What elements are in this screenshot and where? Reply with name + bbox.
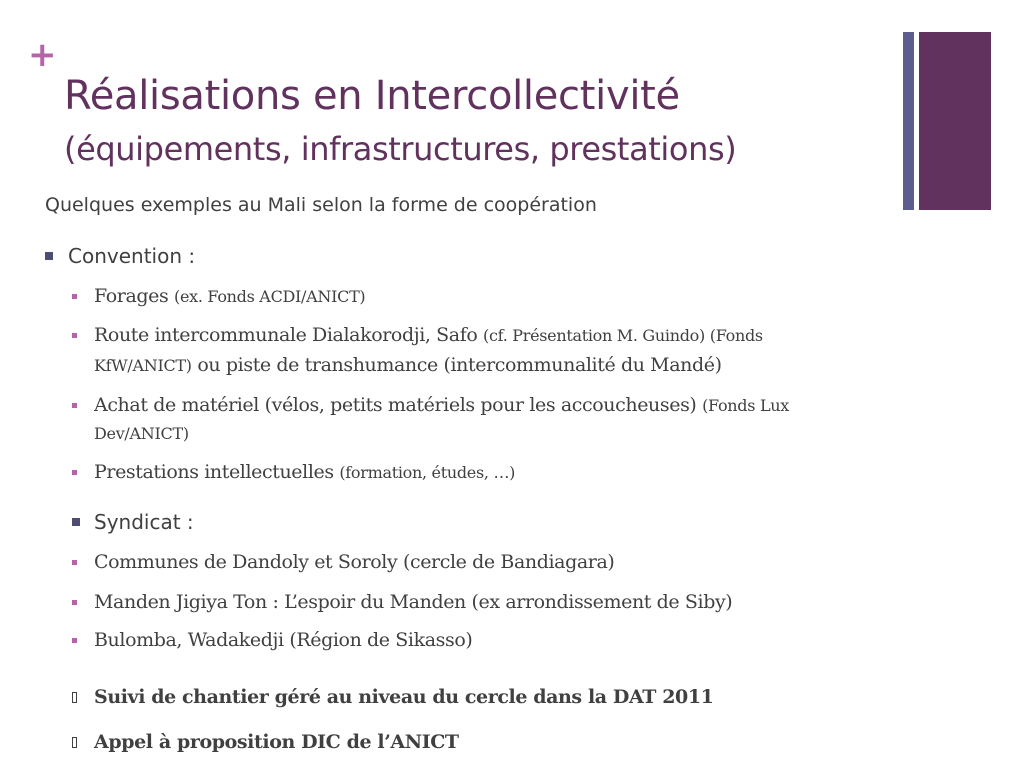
list-item-route: Route intercommunale Dialakorodji, Safo (cf. Présentation M. Guindo) (Fonds bbox=[94, 324, 763, 346]
box-bullet-icon bbox=[72, 692, 77, 703]
syndicat-heading: Syndicat : bbox=[94, 510, 194, 534]
square-bullet-icon bbox=[45, 252, 53, 260]
slide-title: Réalisations en Intercollectivité bbox=[64, 73, 680, 119]
list-item-achat-continued: Dev/ANICT) bbox=[94, 424, 189, 443]
list-item-syndicat: Bulomba, Wadakedji (Région de Sikasso) bbox=[94, 629, 473, 651]
slide-subtitle: (équipements, infrastructures, prestations) bbox=[64, 130, 737, 168]
bullet-icon bbox=[72, 294, 77, 299]
box-bullet-icon bbox=[72, 737, 77, 748]
list-item-route-continued: KfW/ANICT) ou piste de transhumance (intercommunalité du Mandé) bbox=[94, 354, 722, 376]
decorative-bar-thin bbox=[903, 32, 914, 210]
list-item-syndicat: Communes de Dandoly et Soroly (cercle de Bandiagara) bbox=[94, 551, 615, 573]
intro-text: Quelques exemples au Mali selon la forme de coopération bbox=[45, 194, 597, 216]
square-bullet-icon bbox=[72, 518, 80, 526]
list-item-syndicat: Manden Jigiya Ton : L’espoir du Manden (ex arrondissement de Siby) bbox=[94, 591, 733, 613]
note-appel: Appel à proposition DIC de l’ANICT bbox=[94, 731, 459, 753]
list-item-achat: Achat de matériel (vélos, petits matériels pour les accoucheuses) (Fonds Lux bbox=[94, 394, 789, 416]
bullet-icon bbox=[72, 600, 77, 605]
plus-icon: + bbox=[28, 35, 57, 75]
bullet-icon bbox=[72, 403, 77, 408]
bullet-icon bbox=[72, 638, 77, 643]
decorative-bar-wide bbox=[919, 32, 991, 210]
bullet-icon bbox=[72, 560, 77, 565]
convention-heading: Convention : bbox=[68, 244, 196, 268]
note-suivi: Suivi de chantier géré au niveau du cercle dans la DAT 2011 bbox=[94, 686, 714, 708]
bullet-icon bbox=[72, 470, 77, 475]
bullet-icon bbox=[72, 333, 77, 338]
list-item-forages: Forages (ex. Fonds ACDI/ANICT) bbox=[94, 285, 366, 307]
list-item-prestations: Prestations intellectuelles (formation, études, …) bbox=[94, 461, 516, 483]
